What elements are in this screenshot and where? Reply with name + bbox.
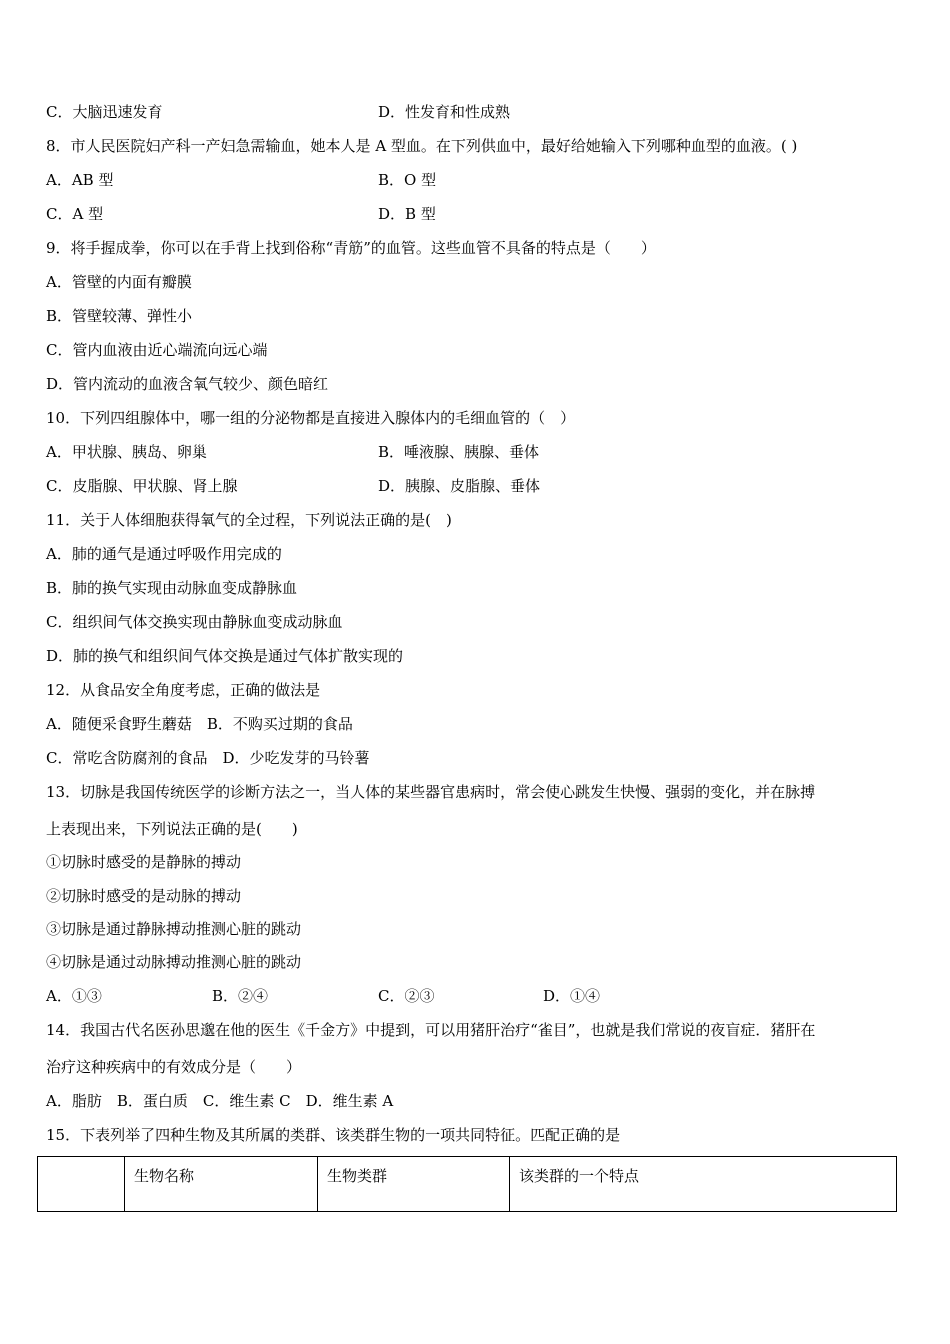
q15-stem: 15．下表列举了四种生物及其所属的类群、该类群生物的一项共同特征。匹配正确的是 [46, 1126, 621, 1144]
q10-option-a: A．甲状腺、胰岛、卵巢 [46, 443, 207, 461]
q10-stem: 10．下列四组腺体中，哪一组的分泌物都是直接进入腺体内的毛细血管的（ ） [46, 409, 576, 427]
q11-option-d: D．肺的换气和组织间气体交换是通过气体扩散实现的 [46, 647, 404, 665]
q8-option-a: A．AB 型 [46, 171, 114, 189]
q11-option-b: B．肺的换气实现由动脉血变成静脉血 [46, 579, 298, 597]
q12-options-ab: A．随便采食野生蘑菇 B．不购买过期的食品 [46, 715, 353, 733]
q13-option-c: C．②③ [378, 987, 435, 1005]
q13-option-a: A．①③ [46, 987, 102, 1005]
q9-option-d: D．管内流动的血液含氧气较少、颜色暗红 [46, 375, 329, 393]
q11-stem: 11．关于人体细胞获得氧气的全过程，下列说法正确的是( ) [46, 511, 452, 529]
table-header-cell [38, 1157, 125, 1212]
q13-stem-line1: 13．切脉是我国传统医学的诊断方法之一，当人体的某些器官患病时，常会使心跳发生快慢、强弱的变化，并在脉搏 [46, 783, 816, 801]
q14-options: A．脂肪 B．蛋白质 C．维生素 C D．维生素 A [46, 1092, 394, 1110]
q9-option-b: B．管壁较薄、弹性小 [46, 307, 193, 325]
q13-statement-2: ②切脉时感受的是动脉的搏动 [46, 887, 242, 905]
q13-option-b: B．②④ [212, 987, 269, 1005]
table-header-cell: 该类群的一个特点 [510, 1157, 897, 1212]
q8-option-b: B．O 型 [378, 171, 437, 189]
q8-stem: 8．市人民医院妇产科一产妇急需输血，她本人是 A 型血。在下列供血中，最好给她输入下列哪种血型的血液。( ) [46, 137, 798, 155]
q12-options-cd: C．常吃含防腐剂的食品 D．少吃发芽的马铃薯 [46, 749, 370, 767]
q13-stem-line2: 上表现出来，下列说法正确的是( ) [46, 820, 298, 838]
q9-option-c: C．管内血液由近心端流向远心端 [46, 341, 268, 359]
q11-option-a: A．肺的通气是通过呼吸作用完成的 [46, 545, 282, 563]
q10-option-b: B．唾液腺、胰腺、垂体 [378, 443, 540, 461]
q14-stem-line2: 治疗这种疾病中的有效成分是（ ） [46, 1058, 302, 1076]
q9-option-a: A．管壁的内面有瓣膜 [46, 273, 192, 291]
q13-statement-4: ④切脉是通过动脉搏动推测心脏的跳动 [46, 953, 302, 971]
q9-stem: 9．将手握成拳，你可以在手背上找到俗称“青筋”的血管。这些血管不具备的特点是（ ） [46, 239, 656, 257]
q13-statement-1: ①切脉时感受的是静脉的搏动 [46, 853, 242, 871]
q7-option-d: D．性发育和性成熟 [378, 103, 511, 121]
q10-option-c: C．皮脂腺、甲状腺、肾上腺 [46, 477, 238, 495]
q13-statement-3: ③切脉是通过静脉搏动推测心脏的跳动 [46, 920, 302, 938]
table-header-cell: 生物类群 [318, 1157, 510, 1212]
q14-stem-line1: 14．我国古代名医孙思邈在他的医生《千金方》中提到，可以用猪肝治疗“雀目”，也就是我们常说的夜盲症．猪肝在 [46, 1021, 816, 1039]
q8-option-c: C．A 型 [46, 205, 104, 223]
q12-stem: 12．从食品安全角度考虑，正确的做法是 [46, 681, 321, 699]
q8-option-d: D．B 型 [378, 205, 436, 223]
q10-option-d: D．胰腺、皮脂腺、垂体 [378, 477, 541, 495]
q13-option-d: D．①④ [543, 987, 601, 1005]
table-header-row [38, 1157, 897, 1212]
table-header-cell: 生物名称 [125, 1157, 318, 1212]
q15-table [37, 1156, 897, 1212]
q11-option-c: C．组织间气体交换实现由静脉血变成动脉血 [46, 613, 343, 631]
q7-option-c: C．大脑迅速发育 [46, 103, 163, 121]
